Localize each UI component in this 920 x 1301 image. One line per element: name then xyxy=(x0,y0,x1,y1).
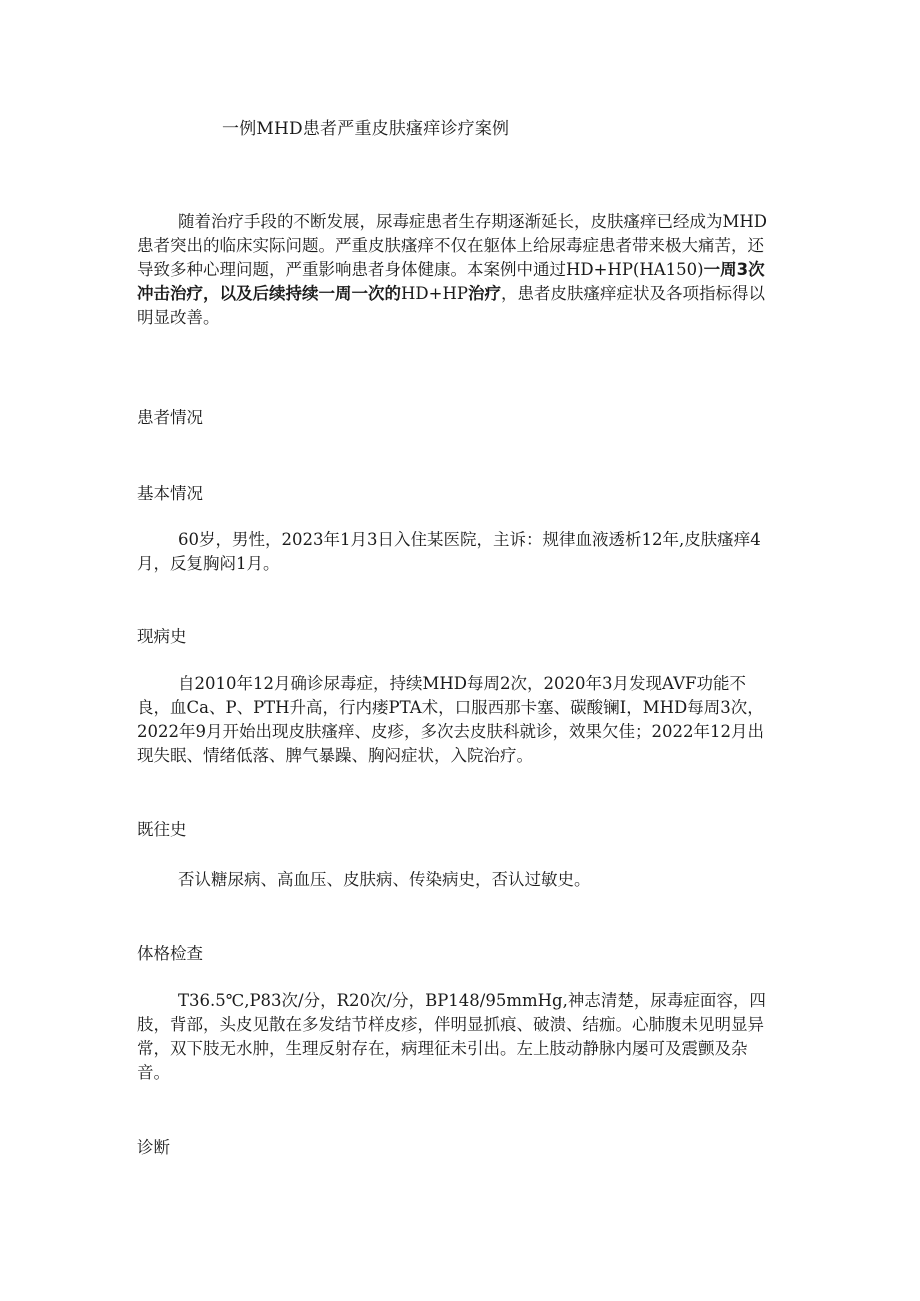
section-heading-physical-exam: 体格检查 xyxy=(137,944,203,963)
section-heading-diagnosis: 诊断 xyxy=(137,1138,170,1157)
section-heading-patient-status: 患者情况 xyxy=(137,408,203,427)
present-history-paragraph: 自2010年12月确诊尿毒症，持续MHD每周2次，2020年3月发现AVF功能不良，血Ca、P、PTH升高，行内瘘PTA术，口服西那卡塞、碳酸镧I，MHD每周3次，2022年9月开始出现皮肤瘙痒、皮疹，多次去皮肤科就诊，效果欠佳；2022年12月出现失眠、情绪低落、脾气暴躁、胸闷症状，入院治疗。 xyxy=(137,674,764,765)
intro-text-part1: 随着治疗手段的不断发展，尿毒症患者生存期逐渐延长，皮肤瘙痒已经成为MHD患者突出的临床实际问题。严重皮肤瘙痒不仅在躯体上给尿毒症患者带来极大痛苦，还导致多种心理问题，严重影响患者身体健康。本案例中通过HD+HP(HA150) xyxy=(137,212,768,279)
section-heading-past-history: 既往史 xyxy=(137,820,187,839)
intro-text-part3: HD+HP xyxy=(401,284,468,303)
basic-info-paragraph: 60岁，男性，2023年1月3日入住某医院，主诉：规律血液透析12年,皮肤瘙痒4月，反复胸闷1月。 xyxy=(137,530,761,573)
section-heading-basic-info: 基本情况 xyxy=(137,484,203,503)
intro-text-part4: ，患者皮肤瘙痒症状及各项指标得以明显改善。 xyxy=(137,284,765,327)
intro-text-bold: 一周3次冲击治疗，以及后续持续一周一次的 xyxy=(137,260,765,303)
document-title: 一例MHD患者严重皮肤瘙痒诊疗案例 xyxy=(222,119,510,139)
past-history-paragraph: 否认糖尿病、高血压、皮肤病、传染病史，否认过敏史。 xyxy=(178,870,591,889)
section-heading-present-history: 现病史 xyxy=(137,627,187,646)
intro-text-bold2: 治疗 xyxy=(467,284,501,303)
intro-paragraph xyxy=(137,210,777,330)
physical-exam-paragraph: T36.5℃,P83次/分，R20次/分，BP148/95mmHg,神志清楚，尿毒症面容，四肢，背部，头皮见散在多发结节样皮疹，伴明显抓痕、破溃、结痂。心肺腹未见明显异常，双下肢无水肿，生理反射存在，病理征未引出。左上肢动静脉内屡可及震颤及杂音。 xyxy=(137,991,766,1082)
